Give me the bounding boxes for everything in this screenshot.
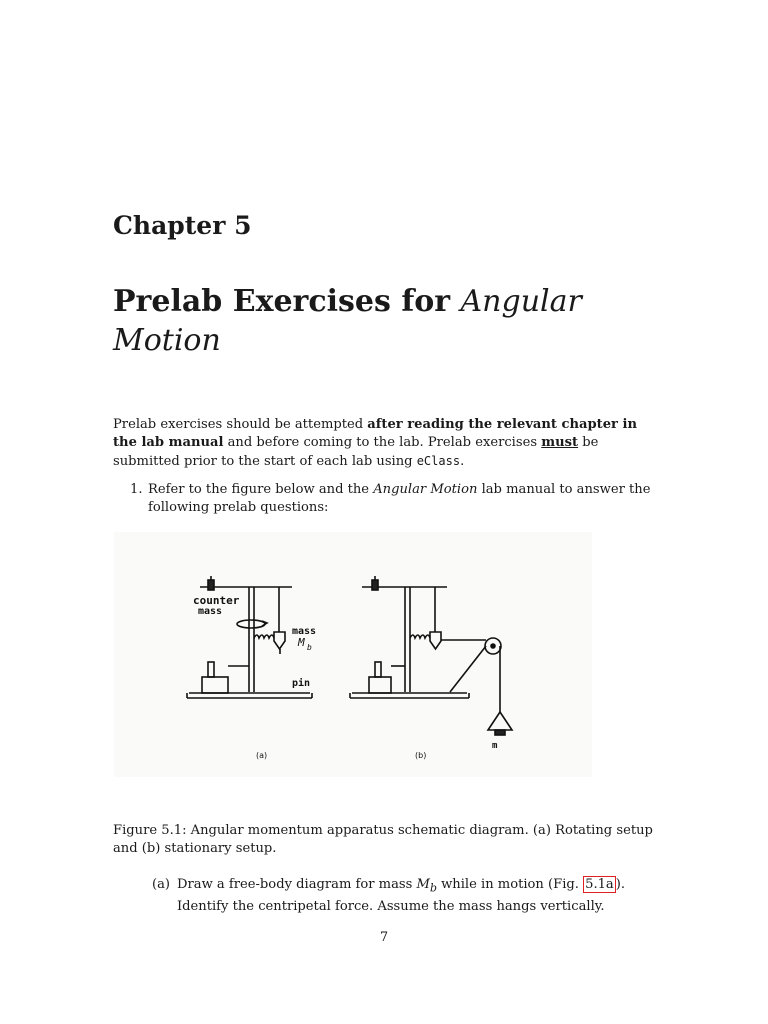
intro-paragraph: [113, 416, 658, 471]
fig-label-a: (a): [256, 751, 268, 760]
figure-caption: Figure 5.1: Angular momentum apparatus schematic diagram. (a) Rotating setup and (b) stationary setup.: [113, 823, 653, 856]
question-a-text: [177, 876, 658, 916]
intro-text-4: .: [460, 454, 465, 469]
b-counter-mass-block: [372, 580, 378, 590]
b-spring: [410, 635, 430, 638]
chapter-heading: Chapter 5: [113, 211, 252, 240]
figure-reference-link[interactable]: 5.1a: [585, 877, 614, 892]
b-pin-base: [369, 677, 391, 693]
qa-symbol: M: [416, 877, 430, 892]
fig-mass-label: mass: [198, 606, 223, 617]
eclass-code: eClass: [416, 454, 461, 468]
fig-pin-label: pin: [292, 678, 311, 689]
qa-text-3: ). Identify the centripetal force. Assume the mass hangs vertically.: [177, 877, 626, 914]
intro-text-1: Prelab exercises should be attempted: [113, 417, 368, 432]
question-a: [152, 876, 658, 916]
fig-mass-symbol: M: [298, 636, 305, 649]
question-a-number: (a): [152, 877, 171, 892]
q1-text-1: Refer to the figure below and the: [148, 482, 374, 497]
b-hanger: [488, 712, 512, 730]
q1-text-2: lab manual to answer the following prelab questions:: [148, 482, 651, 515]
b-support-strut: [450, 646, 486, 692]
a-mass-bob: [274, 632, 285, 649]
question-1: [130, 481, 658, 517]
a-counter-mass-block: [208, 580, 214, 590]
qa-text-2: while in motion (Fig.: [436, 877, 584, 892]
a-rotation-arrow: [237, 620, 265, 628]
question-1-text: [148, 481, 658, 517]
intro-text-3: be submitted prior to the start of each lab using: [113, 435, 599, 469]
b-mass-bob: [430, 632, 441, 649]
title-italic-2: Motion: [113, 323, 221, 358]
q1-italic: Angular Motion: [373, 482, 478, 497]
apparatus-diagram: [114, 532, 592, 777]
fig-label-b: (b): [415, 751, 427, 760]
apparatus-figure: [114, 532, 592, 777]
a-pin-base: [202, 677, 228, 693]
qa-subscript: b: [429, 881, 437, 895]
page-number: 7: [379, 930, 389, 945]
chapter-title: [113, 282, 673, 360]
intro-bold: after reading the relevant chapter in the lab manual: [113, 417, 637, 450]
qa-text-1: Draw a free-body diagram for mass: [177, 877, 417, 892]
question-1-number: 1.: [130, 482, 143, 497]
fig-mass-subscript: b: [307, 643, 312, 652]
title-prefix: Prelab Exercises for: [113, 284, 461, 319]
title-italic-1: Angular: [460, 284, 582, 319]
fig-m-label: m: [492, 741, 498, 751]
intro-must: must: [541, 435, 579, 450]
intro-text-2: and before coming to the lab. Prelab exercises: [223, 435, 542, 450]
fig-mass-word: mass: [292, 626, 317, 637]
a-spring: [254, 635, 274, 638]
fig-counter-label: counter: [193, 594, 240, 607]
